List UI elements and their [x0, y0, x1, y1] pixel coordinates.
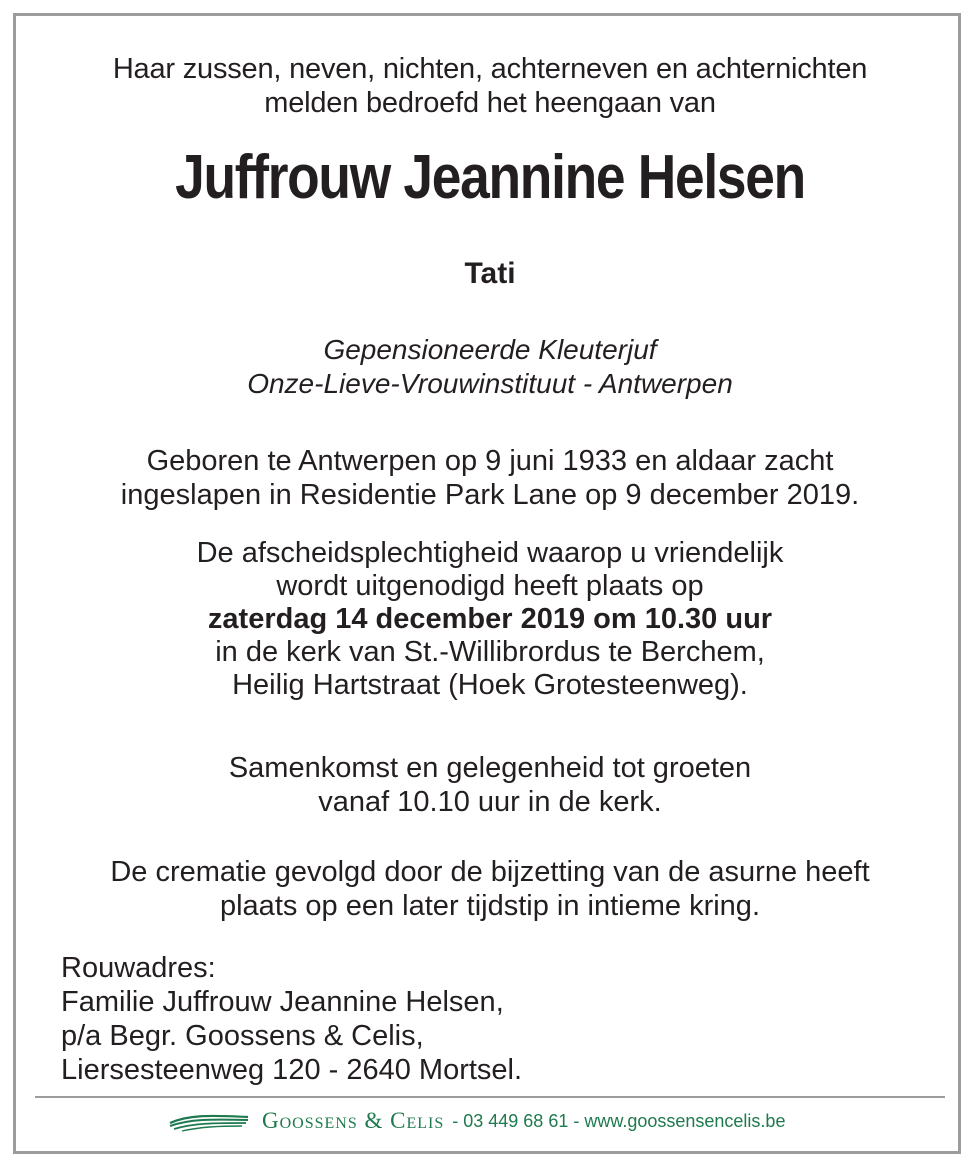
address-line: Rouwadres:: [61, 952, 216, 984]
gathering-line: vanaf 10.10 uur in de kerk.: [318, 786, 662, 818]
gathering-text: [16, 751, 964, 819]
cremation-text: [16, 855, 964, 923]
funeral-home-footer: [168, 1106, 785, 1136]
ceremony-line: Heilig Hartstraat (Hoek Grotesteenweg).: [232, 669, 748, 701]
deceased-name: Juffrouw Jeannine Helsen: [175, 143, 805, 212]
intro-line: Haar zussen, neven, nichten, achterneven en achternichten: [112, 53, 868, 85]
intro-line: melden bedroefd het heengaan van: [264, 87, 716, 119]
green-wave-logo-icon: [168, 1109, 250, 1133]
address-line: Familie Juffrouw Jeannine Helsen,: [61, 986, 504, 1018]
address-line: p/a Begr. Goossens & Celis,: [61, 1020, 424, 1052]
birth-death-line: ingeslapen in Residentie Park Lane op 9 december 2019.: [120, 479, 860, 511]
ceremony-line: De afscheidsplechtigheid waarop u vriendelijk: [196, 537, 784, 569]
birth-death-line: Geboren te Antwerpen op 9 juni 1933 en aldaar zacht: [146, 445, 834, 477]
ceremony-date: zaterdag 14 december 2019 om 10.30 uur: [207, 603, 773, 635]
profession-line: Gepensioneerde Kleuterjuf: [323, 334, 657, 365]
intro-text: [16, 52, 964, 120]
cremation-line: plaats op een later tijdstip in intieme kring.: [219, 890, 760, 922]
mourning-address: [61, 951, 522, 1087]
gathering-line: Samenkomst en gelegenheid tot groeten: [228, 752, 752, 784]
footer-divider: [35, 1096, 945, 1098]
funeral-home-contact: - 03 449 68 61 - www.goossensencelis.be: [452, 1110, 786, 1131]
ceremony-text: [16, 537, 964, 702]
ceremony-line: wordt uitgenodigd heeft plaats op: [276, 570, 704, 602]
cremation-line: De crematie gevolgd door de bijzetting van de asurne heeft: [110, 856, 870, 888]
birth-death-text: [16, 444, 964, 512]
profession-line: Onze-Lieve-Vrouwinstituut - Antwerpen: [247, 368, 733, 399]
profession: [16, 333, 964, 401]
funeral-home-name: Goossens & Celis: [262, 1108, 445, 1133]
nickname: Tati: [464, 257, 516, 290]
address-line: Liersesteenweg 120 - 2640 Mortsel.: [61, 1054, 523, 1086]
ceremony-line: in de kerk van St.-Willibrordus te Berchem,: [215, 636, 765, 668]
